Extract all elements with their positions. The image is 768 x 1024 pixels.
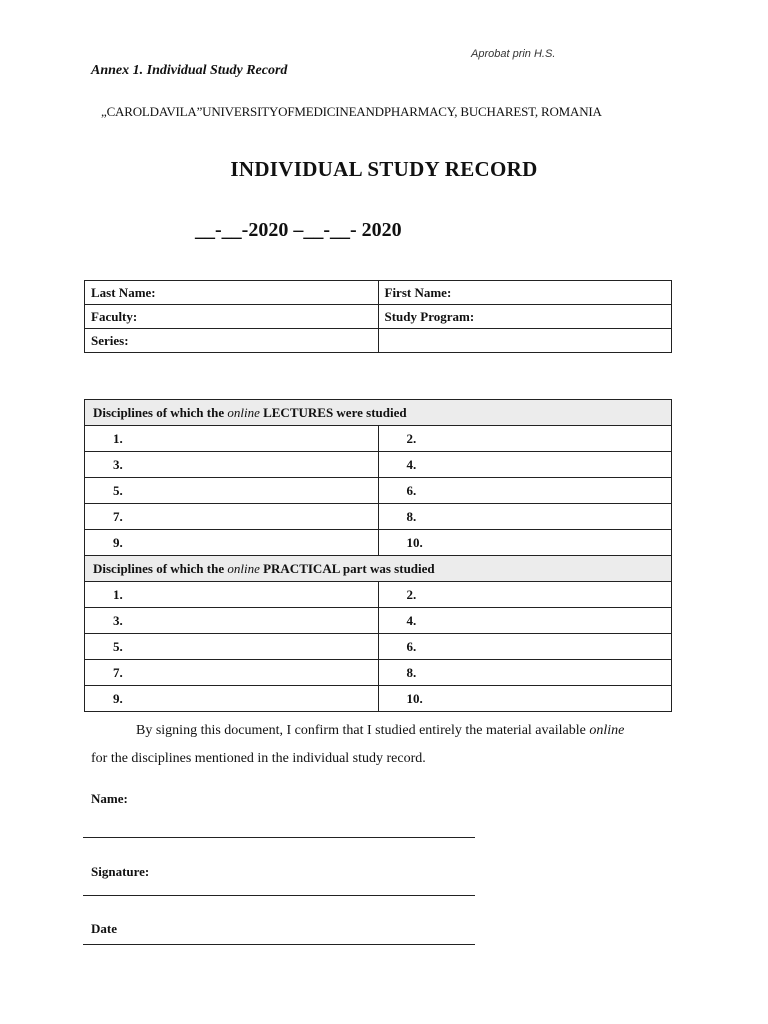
confirmation-text-part1: By signing this document, I confirm that I studied entirely the material available — [136, 723, 590, 738]
name-label: Name: — [91, 791, 128, 806]
practical-row — [85, 582, 672, 608]
practical-discipline-cell[interactable]: 1. — [85, 582, 379, 608]
practical-row — [85, 608, 672, 634]
lectures-discipline-cell[interactable]: 10. — [378, 530, 672, 556]
date-line[interactable] — [83, 944, 475, 945]
series-field[interactable]: Series: — [85, 329, 379, 353]
lectures-discipline-cell[interactable]: 4. — [378, 452, 672, 478]
lectures-discipline-cell[interactable]: 2. — [378, 426, 672, 452]
annex-title: Annex 1. Individual Study Record — [91, 63, 288, 78]
name-line[interactable] — [83, 837, 475, 838]
lectures-header-row — [85, 400, 672, 426]
lectures-row — [85, 504, 672, 530]
lectures-discipline-cell[interactable]: 8. — [378, 504, 672, 530]
practical-discipline-cell[interactable]: 2. — [378, 582, 672, 608]
practical-header-italic: online — [227, 560, 260, 576]
date-label: Date — [91, 921, 117, 936]
lectures-discipline-cell[interactable]: 5. — [85, 478, 379, 504]
document-title: INDIVIDUAL STUDY RECORD — [230, 157, 538, 181]
signature-label: Signature: — [91, 864, 150, 879]
lectures-header — [85, 400, 672, 426]
lectures-discipline-cell[interactable]: 9. — [85, 530, 379, 556]
practical-discipline-cell[interactable]: 10. — [378, 686, 672, 712]
lectures-row — [85, 478, 672, 504]
lectures-discipline-cell[interactable]: 6. — [378, 478, 672, 504]
signature-line[interactable] — [83, 895, 475, 896]
practical-header-suffix: PRACTICAL part was studied — [259, 560, 435, 576]
approval-note: Aprobat prin H.S. — [471, 48, 556, 60]
faculty-field[interactable]: Faculty: — [85, 305, 379, 329]
practical-header-prefix: Disciplines of which the — [93, 560, 228, 576]
lectures-discipline-cell[interactable]: 1. — [85, 426, 379, 452]
lectures-discipline-cell[interactable]: 7. — [85, 504, 379, 530]
practical-header-row — [85, 556, 672, 582]
practical-discipline-cell[interactable]: 4. — [378, 608, 672, 634]
confirmation-statement — [91, 717, 671, 773]
practical-row — [85, 660, 672, 686]
empty-cell — [378, 329, 672, 353]
lectures-header-prefix: Disciplines of which the — [93, 404, 228, 420]
practical-discipline-cell[interactable]: 3. — [85, 608, 379, 634]
confirmation-text-part2: for the disciplines mentioned in the individual study record. — [91, 751, 426, 766]
practical-discipline-cell[interactable]: 7. — [85, 660, 379, 686]
first-name-field[interactable]: First Name: — [378, 281, 672, 305]
lectures-row — [85, 530, 672, 556]
confirmation-italic: online — [589, 723, 625, 738]
practical-row — [85, 686, 672, 712]
lectures-discipline-cell[interactable]: 3. — [85, 452, 379, 478]
lectures-row — [85, 426, 672, 452]
study-program-field[interactable]: Study Program: — [378, 305, 672, 329]
lectures-header-italic: online — [227, 404, 260, 420]
lectures-header-suffix: LECTURES were studied — [259, 404, 407, 420]
student-info-table — [84, 280, 672, 353]
practical-discipline-cell[interactable]: 5. — [85, 634, 379, 660]
university-name: „CAROLDAVILA”UNIVERSITYOFMEDICINEANDPHARMACY, BUCHAREST, ROMANIA — [101, 104, 602, 119]
practical-row — [85, 634, 672, 660]
practical-discipline-cell[interactable]: 8. — [378, 660, 672, 686]
practical-header — [85, 556, 672, 582]
practical-discipline-cell[interactable]: 9. — [85, 686, 379, 712]
practical-discipline-cell[interactable]: 6. — [378, 634, 672, 660]
disciplines-table — [84, 399, 672, 712]
last-name-field[interactable]: Last Name: — [85, 281, 379, 305]
study-period: __-__-2020 –__-__- 2020 — [195, 219, 402, 241]
lectures-row — [85, 452, 672, 478]
